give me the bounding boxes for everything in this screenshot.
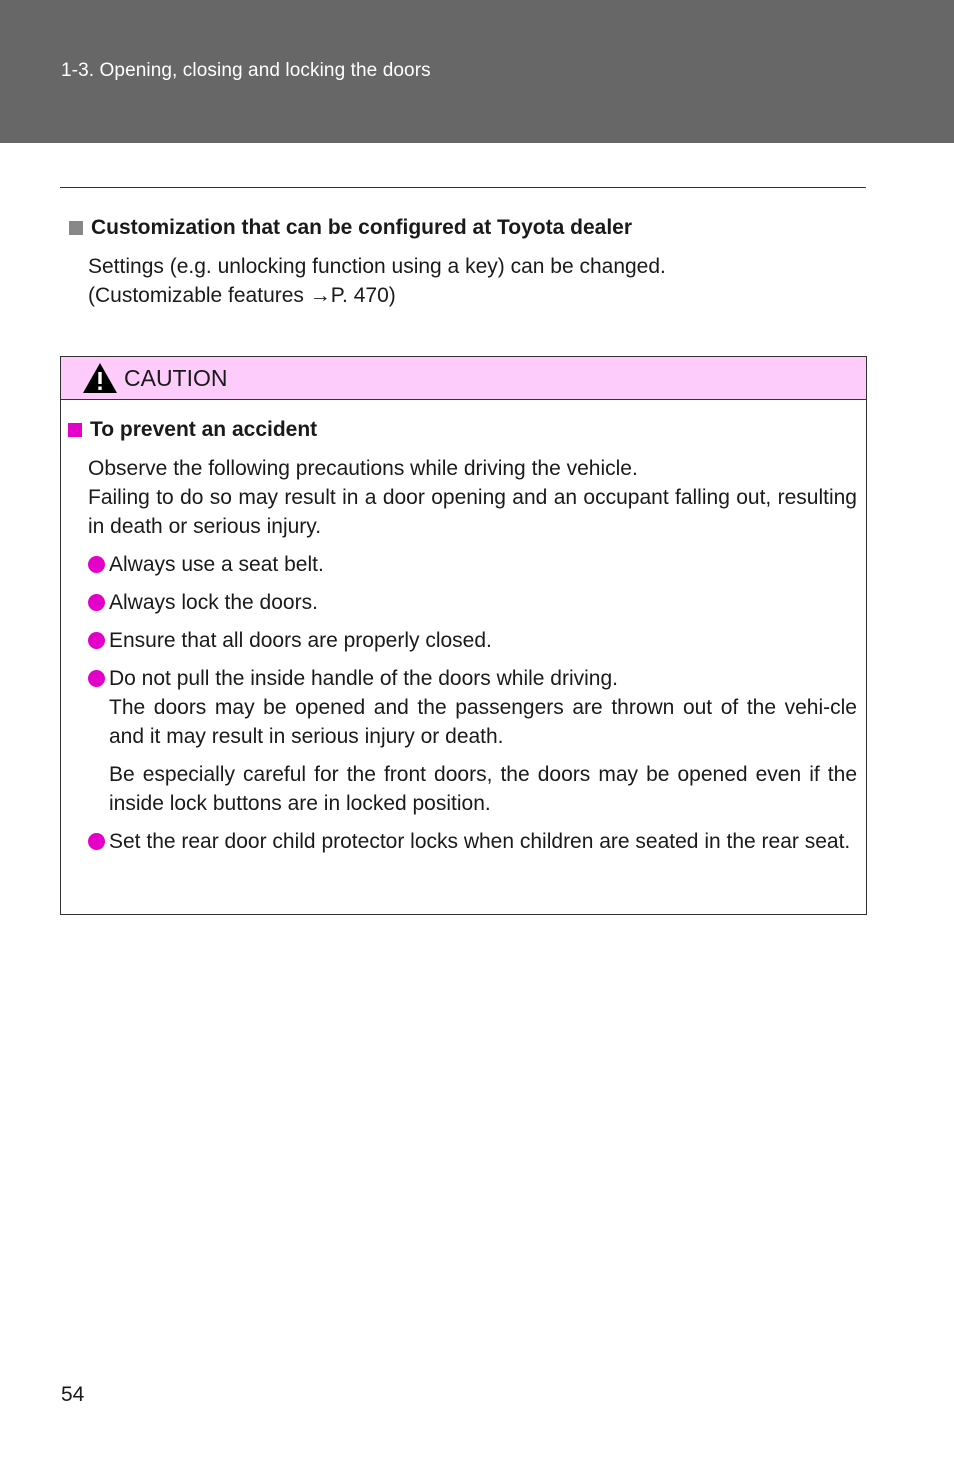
- section-title: 1-3. Opening, closing and locking the doors: [61, 60, 431, 81]
- caution-label: CAUTION: [124, 364, 228, 391]
- caution-heading-text: To prevent an accident: [90, 418, 318, 441]
- customization-section: [66, 214, 866, 310]
- square-bullet-icon: [69, 221, 83, 235]
- list-item: [88, 550, 857, 579]
- list-item-text: Set the rear door child protector locks when children are seated in the rear seat.: [109, 830, 851, 853]
- circle-bullet-icon: [88, 594, 105, 611]
- caution-intro: [88, 454, 857, 541]
- caution-intro-line-1: Observe the following precautions while driving the vehicle.: [88, 457, 638, 480]
- page-number: 54: [61, 1383, 85, 1406]
- customization-line-2: (Customizable features →P. 470): [88, 284, 396, 307]
- caution-header: [61, 357, 866, 400]
- list-item-detail: The doors may be opened and the passengers are thrown out of the vehi-cle and it may result in serious injury or death.: [109, 696, 857, 748]
- top-divider: [60, 187, 866, 188]
- list-item-text: Always lock the doors.: [109, 591, 318, 614]
- list-item-text: Do not pull the inside handle of the doors while driving.: [109, 667, 618, 690]
- circle-bullet-icon: [88, 670, 105, 687]
- caution-list: [88, 550, 857, 856]
- list-item: [88, 626, 857, 655]
- caution-content: [61, 400, 866, 856]
- caution-intro-line-2: Failing to do so may result in a door opening and an occupant falling out, resulting in death or serious injury.: [88, 486, 857, 538]
- caution-heading: [67, 416, 857, 444]
- circle-bullet-icon: [88, 556, 105, 573]
- square-bullet-icon: [68, 423, 82, 437]
- circle-bullet-icon: [88, 632, 105, 649]
- customization-line-1: Settings (e.g. unlocking function using a key) can be changed.: [88, 255, 666, 278]
- circle-bullet-icon: [88, 833, 105, 850]
- list-item: [88, 827, 857, 856]
- header-band: [0, 0, 954, 143]
- customization-heading: [66, 214, 866, 242]
- list-item-text: Ensure that all doors are properly closed.: [109, 629, 492, 652]
- customization-body: [88, 252, 866, 310]
- list-item: [88, 588, 857, 617]
- list-item: [88, 664, 857, 818]
- customization-heading-text: Customization that can be configured at Toyota dealer: [91, 216, 633, 239]
- caution-box: [60, 356, 867, 915]
- list-item-text: Always use a seat belt.: [109, 553, 324, 576]
- warning-triangle-icon: [82, 362, 118, 394]
- list-item-extra: Be especially careful for the front doors, the doors may be opened even if the inside lock buttons are in locked position.: [109, 763, 857, 815]
